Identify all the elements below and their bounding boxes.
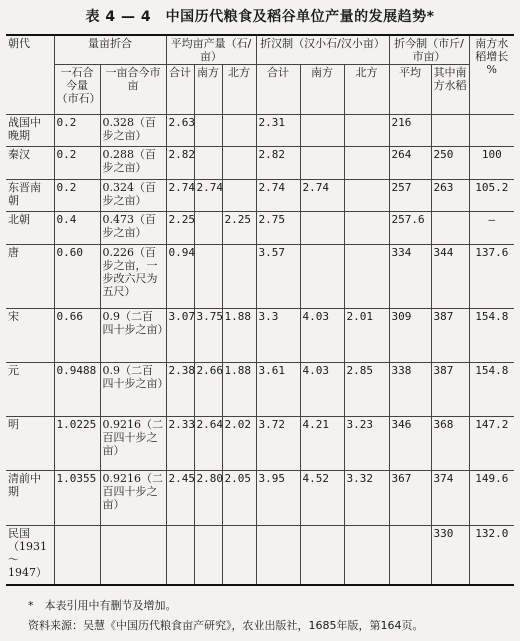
- cell-avg-total: 2.74: [166, 179, 194, 211]
- cell-han-north: 2.01: [344, 309, 389, 363]
- cell-han-south: [300, 147, 344, 179]
- header-avg-north: 北方: [222, 65, 256, 115]
- cell-growth: 100: [469, 147, 514, 179]
- cell-han-north: 3.23: [344, 417, 389, 471]
- cell-avg-total: 2.63: [166, 115, 194, 147]
- header-han-group: 折汉制（汉小石/汉小亩）: [256, 35, 389, 65]
- cell-mod-rice: [431, 115, 469, 147]
- cell-mu: 0.288（百步之亩）: [100, 147, 166, 179]
- cell-han-north: 3.32: [344, 471, 389, 525]
- cell-han-total: 2.74: [256, 179, 300, 211]
- cell-mu: 0.9（二百四十步之亩）: [100, 363, 166, 417]
- cell-han-north: [344, 212, 389, 244]
- cell-avg-north: 1.88: [222, 363, 256, 417]
- table-row: [6, 212, 514, 244]
- cell-mu: 0.473（百步之亩）: [100, 212, 166, 244]
- cell-han-north: [344, 244, 389, 309]
- table-row: [6, 147, 514, 179]
- cell-mod-rice: 250: [431, 147, 469, 179]
- era-cell: 明: [6, 417, 54, 471]
- cell-growth: 105.2: [469, 179, 514, 211]
- cell-mu: 0.328（百步之亩）: [100, 115, 166, 147]
- table-row: [6, 525, 514, 585]
- cell-avg-total: 2.82: [166, 147, 194, 179]
- cell-mod-rice: 263: [431, 179, 469, 211]
- header-mod-rice: 其中南方水稻: [431, 65, 469, 115]
- cell-avg-north: [222, 147, 256, 179]
- cell-mod-avg: 264: [389, 147, 431, 179]
- footnote: * 本表引用中有删节及增加。: [28, 599, 177, 612]
- cell-mu: 0.9216（二百四十步之亩）: [100, 471, 166, 525]
- cell-han-total: 2.31: [256, 115, 300, 147]
- cell-avg-north: [222, 244, 256, 309]
- cell-shi: 0.60: [54, 244, 100, 309]
- cell-mu: 0.9（二百四十步之亩）: [100, 309, 166, 363]
- cell-han-south: 4.03: [300, 363, 344, 417]
- cell-avg-north: 1.88: [222, 309, 256, 363]
- yield-table: [6, 34, 514, 586]
- cell-han-south: 4.03: [300, 309, 344, 363]
- era-cell: 北朝: [6, 212, 54, 244]
- cell-avg-north: [222, 179, 256, 211]
- era-cell: 东晋南朝: [6, 179, 54, 211]
- cell-han-south: [300, 244, 344, 309]
- cell-shi: 0.2: [54, 147, 100, 179]
- era-cell: 战国中晚期: [6, 115, 54, 147]
- cell-mod-rice: 374: [431, 471, 469, 525]
- cell-avg-south: 2.74: [194, 179, 222, 211]
- table-row: [6, 471, 514, 525]
- cell-avg-north: 2.25: [222, 212, 256, 244]
- header-era: 朝代: [6, 35, 54, 115]
- cell-han-total: 3.3: [256, 309, 300, 363]
- table-row: [6, 244, 514, 309]
- cell-shi: 0.4: [54, 212, 100, 244]
- source-note: 资料来源：吴慧《中国历代粮食亩产研究》，农业出版社，1685年版，第164页。: [28, 619, 424, 632]
- header-han-total: 合计: [256, 65, 300, 115]
- cell-han-north: [344, 179, 389, 211]
- header-avg-south: 南方: [194, 65, 222, 115]
- cell-avg-north: [222, 525, 256, 585]
- table-title: 表 4 — 4 中国历代粮食及稻谷单位产量的发展趋势*: [85, 9, 435, 25]
- cell-mod-avg: [389, 525, 431, 585]
- cell-growth: [469, 115, 514, 147]
- cell-shi: 0.2: [54, 179, 100, 211]
- cell-mu: [100, 525, 166, 585]
- header-han-north: 北方: [344, 65, 389, 115]
- cell-avg-north: 2.02: [222, 417, 256, 471]
- cell-han-total: 3.61: [256, 363, 300, 417]
- cell-shi: [54, 525, 100, 585]
- cell-mod-avg: 334: [389, 244, 431, 309]
- cell-mod-rice: 330: [431, 525, 469, 585]
- header-unit-mu: 一亩合今市亩: [100, 65, 166, 115]
- cell-avg-south: [194, 147, 222, 179]
- table-row: [6, 417, 514, 471]
- cell-mod-avg: 257: [389, 179, 431, 211]
- cell-avg-total: 2.38: [166, 363, 194, 417]
- table-row: [6, 363, 514, 417]
- cell-avg-south: 3.75: [194, 309, 222, 363]
- table-row: [6, 179, 514, 211]
- cell-mod-avg: 346: [389, 417, 431, 471]
- era-cell: 宋: [6, 309, 54, 363]
- cell-han-south: [300, 115, 344, 147]
- cell-growth: 149.6: [469, 471, 514, 525]
- cell-han-north: [344, 525, 389, 585]
- table-row: [6, 309, 514, 363]
- cell-mod-rice: [431, 212, 469, 244]
- cell-growth: 154.8: [469, 363, 514, 417]
- cell-mod-avg: 257.6: [389, 212, 431, 244]
- cell-avg-north: [222, 115, 256, 147]
- cell-mu: 0.226（百步之亩，一步改六尺为五尺）: [100, 244, 166, 309]
- cell-mod-avg: 367: [389, 471, 431, 525]
- cell-avg-total: 3.07: [166, 309, 194, 363]
- cell-avg-north: 2.05: [222, 471, 256, 525]
- era-cell: 唐: [6, 244, 54, 309]
- cell-mod-rice: 368: [431, 417, 469, 471]
- cell-han-total: 3.95: [256, 471, 300, 525]
- cell-growth: 154.8: [469, 309, 514, 363]
- cell-shi: 1.0355: [54, 471, 100, 525]
- header-han-south: 南方: [300, 65, 344, 115]
- cell-mu: 0.324（百步之亩）: [100, 179, 166, 211]
- cell-han-total: 2.75: [256, 212, 300, 244]
- cell-mod-avg: 216: [389, 115, 431, 147]
- cell-shi: 0.9488: [54, 363, 100, 417]
- cell-han-south: [300, 212, 344, 244]
- cell-avg-south: 2.80: [194, 471, 222, 525]
- cell-han-total: 2.82: [256, 147, 300, 179]
- era-cell: 民国（1931～1947）: [6, 525, 54, 585]
- cell-han-south: [300, 525, 344, 585]
- cell-shi: 1.0225: [54, 417, 100, 471]
- cell-mod-rice: 387: [431, 363, 469, 417]
- era-cell: 秦汉: [6, 147, 54, 179]
- cell-avg-south: 2.64: [194, 417, 222, 471]
- cell-avg-total: 0.94: [166, 244, 194, 309]
- header-mod-avg: 平均: [389, 65, 431, 115]
- header-unit-group: 量亩折合: [54, 35, 166, 65]
- era-cell: 清前中期: [6, 471, 54, 525]
- table-row: [6, 115, 514, 147]
- cell-mod-rice: 344: [431, 244, 469, 309]
- cell-avg-south: [194, 244, 222, 309]
- cell-avg-south: 2.66: [194, 363, 222, 417]
- era-cell: 元: [6, 363, 54, 417]
- cell-han-north: 2.85: [344, 363, 389, 417]
- cell-mu: 0.9216（二百四十步之亩）: [100, 417, 166, 471]
- cell-han-total: 3.72: [256, 417, 300, 471]
- cell-shi: 0.2: [54, 115, 100, 147]
- cell-han-north: [344, 115, 389, 147]
- cell-han-north: [344, 147, 389, 179]
- cell-growth: 147.2: [469, 417, 514, 471]
- cell-mod-rice: 387: [431, 309, 469, 363]
- header-rice-growth: 南方水稻增长 %: [469, 35, 514, 115]
- cell-han-south: 2.74: [300, 179, 344, 211]
- cell-han-total: 3.57: [256, 244, 300, 309]
- cell-avg-total: 2.25: [166, 212, 194, 244]
- cell-shi: 0.66: [54, 309, 100, 363]
- cell-growth: —: [469, 212, 514, 244]
- cell-mod-avg: 338: [389, 363, 431, 417]
- cell-avg-south: [194, 212, 222, 244]
- cell-mod-avg: 309: [389, 309, 431, 363]
- cell-avg-total: [166, 525, 194, 585]
- cell-avg-total: 2.45: [166, 471, 194, 525]
- cell-avg-south: [194, 525, 222, 585]
- header-unit-shi: 一石合今量（市石）: [54, 65, 100, 115]
- cell-han-south: 4.52: [300, 471, 344, 525]
- cell-growth: 137.6: [469, 244, 514, 309]
- header-avg-group: 平均亩产量（石/亩）: [166, 35, 256, 65]
- header-modern-group: 折今制（市斤/市亩）: [389, 35, 469, 65]
- cell-avg-total: 2.33: [166, 417, 194, 471]
- cell-han-total: [256, 525, 300, 585]
- cell-avg-south: [194, 115, 222, 147]
- header-avg-total: 合计: [166, 65, 194, 115]
- cell-growth: 132.0: [469, 525, 514, 585]
- cell-han-south: 4.21: [300, 417, 344, 471]
